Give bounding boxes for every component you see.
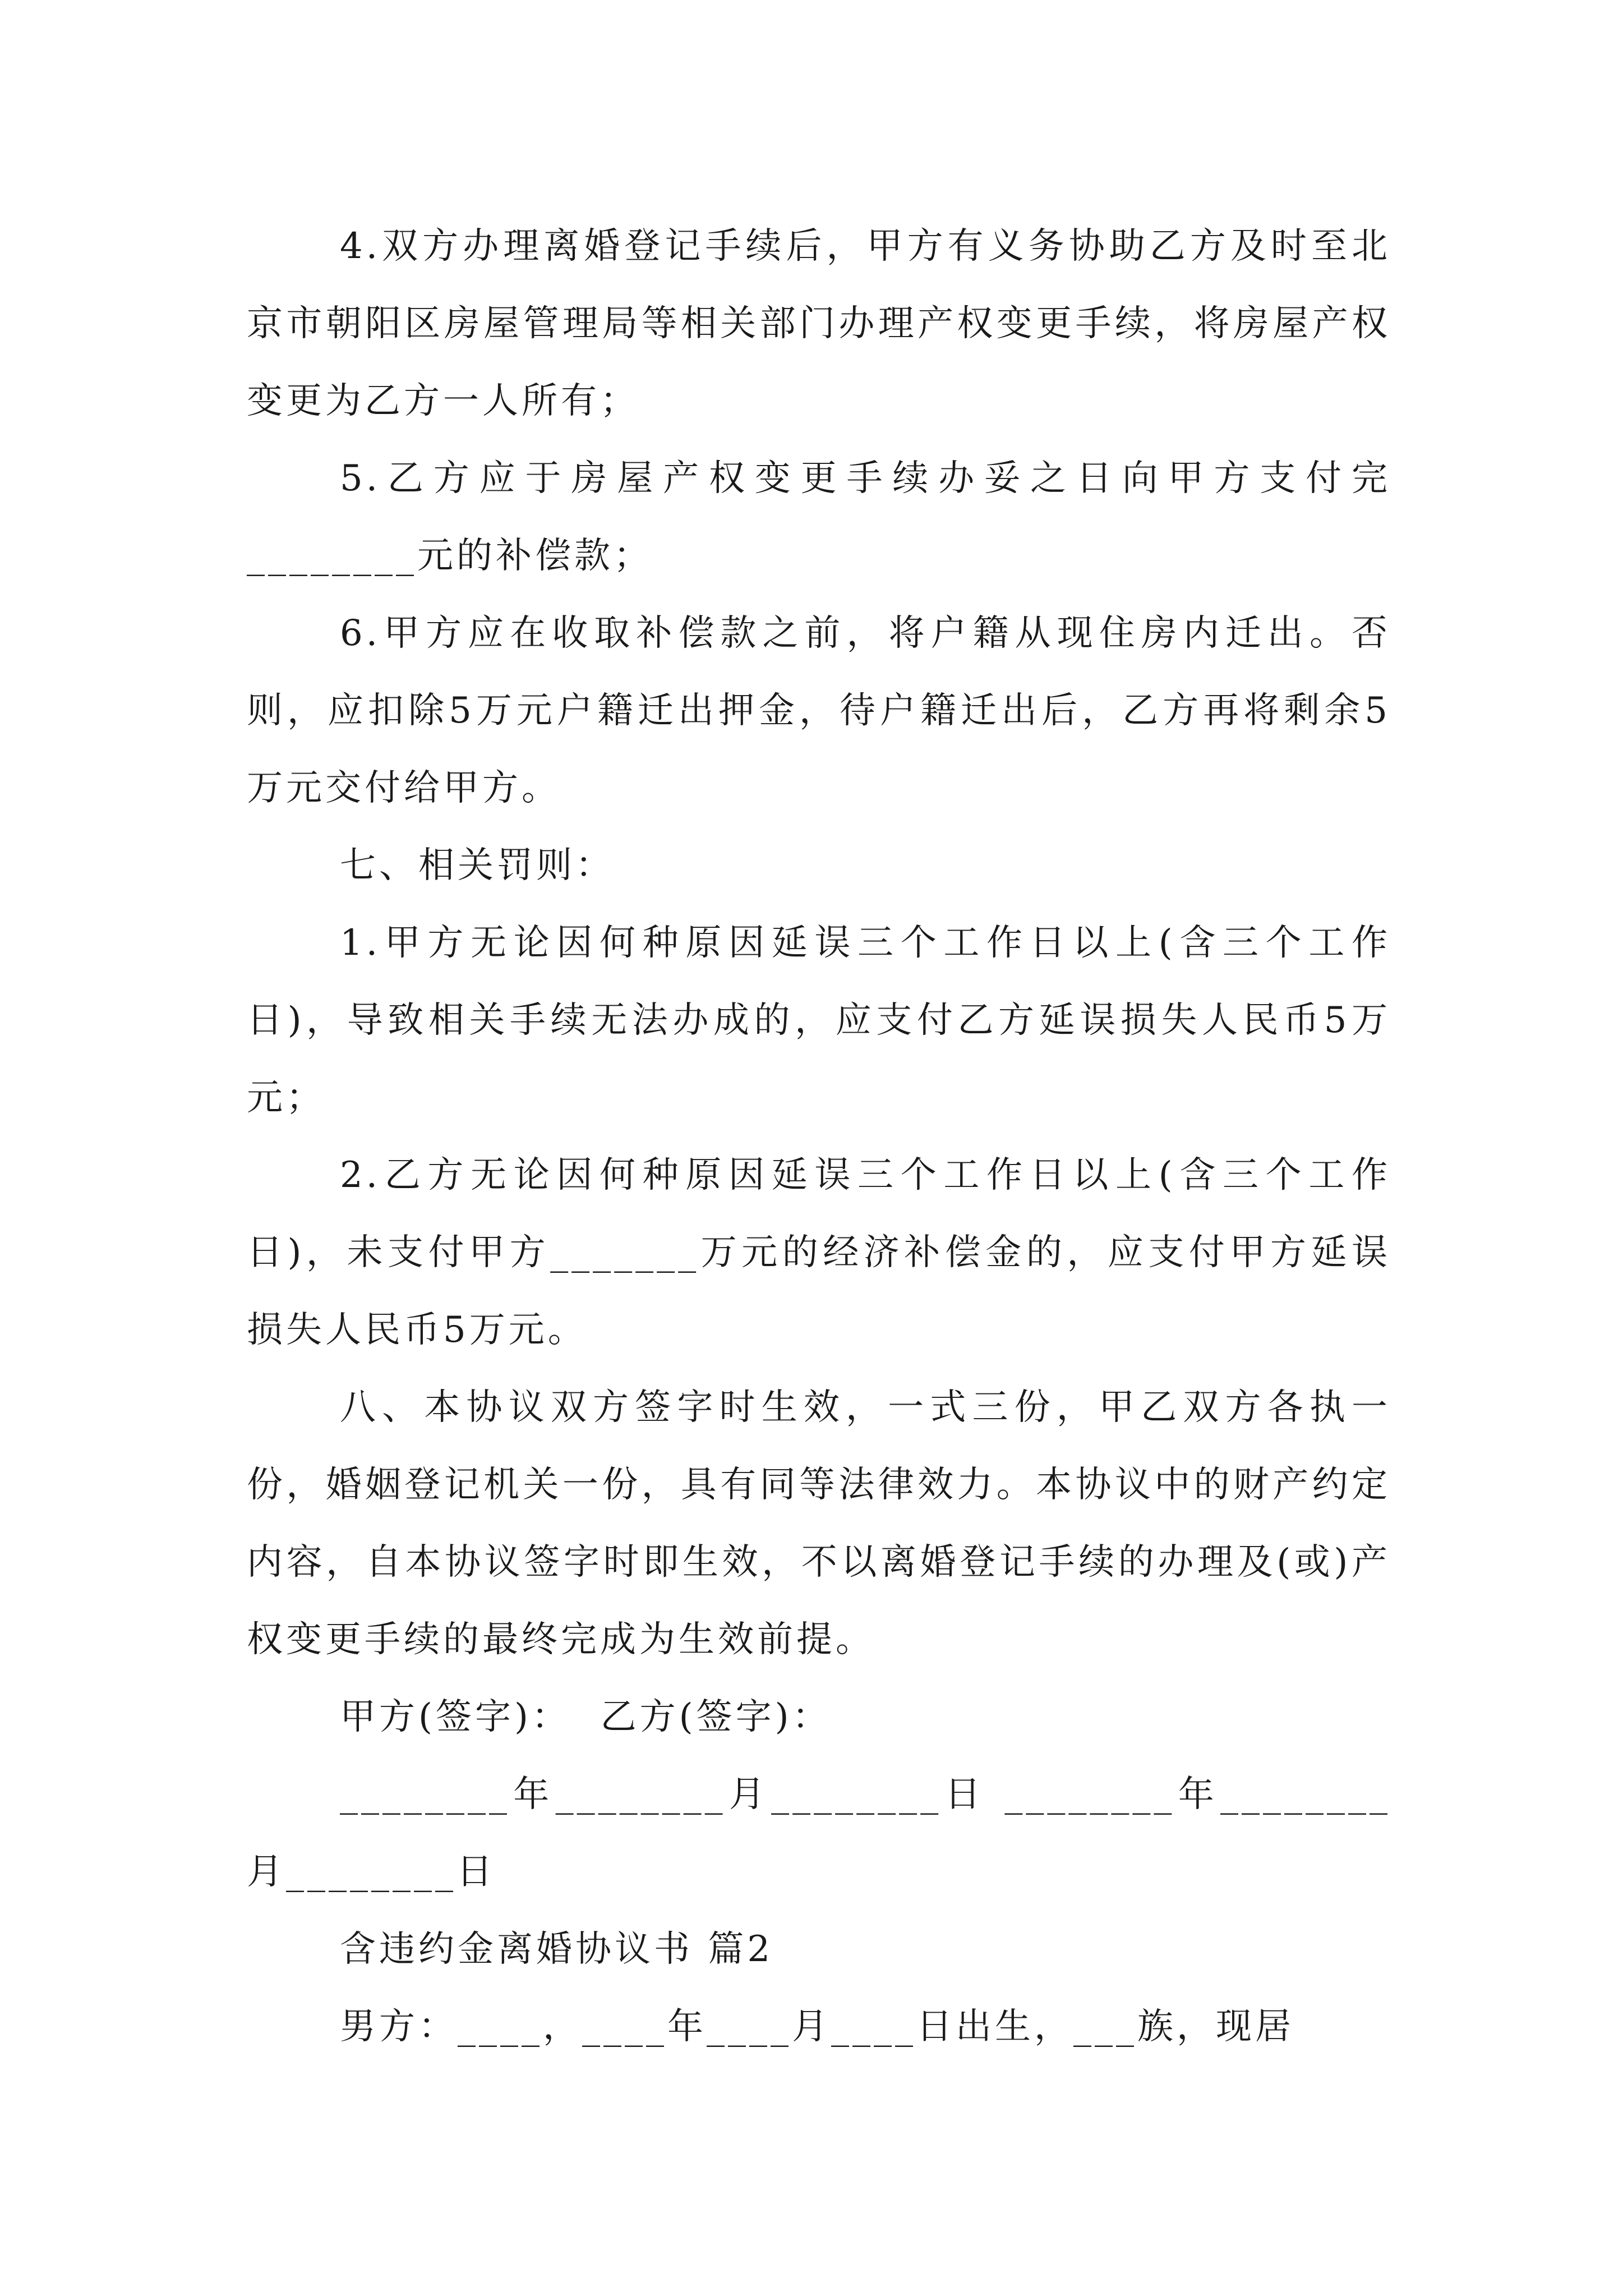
- clause-7-1: 1.甲方无论因何种原因延误三个工作日以上(含三个工作日)，导致相关手续无法办成的，应支付乙方延误损失人民币5万元；: [247, 922, 1391, 1119]
- signature-line: 甲方(签字)： 乙方(签字)：: [340, 1696, 832, 1738]
- document-body: [247, 208, 1391, 2065]
- male-party-line: 男方：____，____年____月____日出生，___族，现居: [340, 2006, 1294, 2047]
- section-8: 八、本协议双方签字时生效，一式三份，甲乙双方各执一份，婚姻登记机关一份，具有同等法律效力。本协议中的财产约定内容，自本协议签字时即生效，不以离婚登记手续的办理及(或)产权变更手续的最终完成为生效前提。: [247, 1387, 1391, 1660]
- date-line: ________年________月________日 ________年________月________日: [247, 1774, 1391, 1893]
- clause-5: 5.乙方应于房屋产权变更手续办妥之日向甲方支付完________元的补偿款；: [247, 458, 1391, 577]
- section-title-2: 含违约金离婚协议书 篇2: [340, 1929, 774, 1970]
- clause-4: 4.双方办理离婚登记手续后，甲方有义务协助乙方及时至北京市朝阳区房屋管理局等相关部门办理产权变更手续，将房屋产权变更为乙方一人所有；: [247, 226, 1391, 422]
- section-7-heading: 七、相关罚则：: [340, 845, 615, 886]
- clause-7-2: 2.乙方无论因何种原因延误三个工作日以上(含三个工作日)，未支付甲方_______万元的经济补偿金的，应支付甲方延误损失人民币5万元。: [247, 1154, 1391, 1351]
- clause-6: 6.甲方应在收取补偿款之前，将户籍从现住房内迁出。否则，应扣除5万元户籍迁出押金，待户籍迁出后，乙方再将剩余5万元交付给甲方。: [247, 613, 1391, 809]
